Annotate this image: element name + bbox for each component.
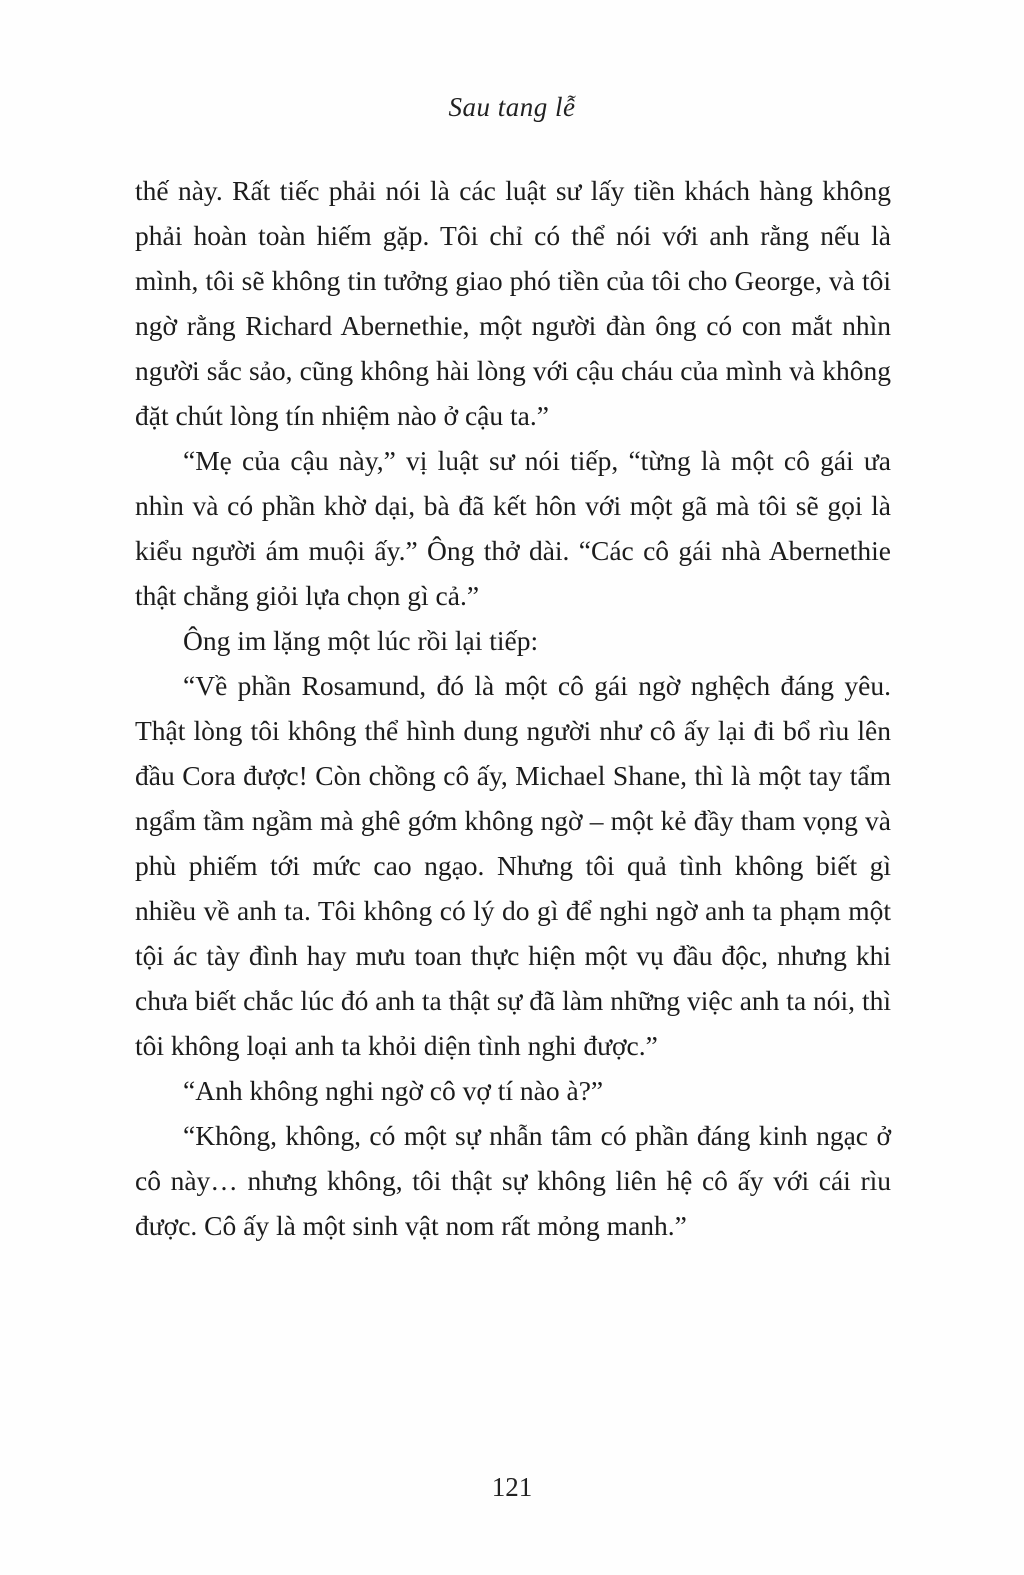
paragraph: “Về phần Rosamund, đó là một cô gái ngờ nghệch đáng yêu. Thật lòng tôi không thể hình dung người như cô ấy lại đi bổ rìu lên đầu Cora được! Còn chồng cô ấy, Michael Shane, thì là một tay tẩm ngẩm tầm ngầm mà ghê gớm không ngờ – một kẻ đầy tham vọng và phù phiếm tới mức cao ngạo. Nhưng tôi quả tình không biết gì nhiều về anh ta. Tôi không có lý do gì để nghi ngờ anh ta phạm một tội ác tày đình hay mưu toan thực hiện một vụ đầu độc, nhưng khi chưa biết chắc lúc đó anh ta thật sự đã làm những việc anh ta nói, thì tôi không loại anh ta khỏi diện tình nghi được.” <box>135 670 891 1061</box>
page-number: 121 <box>491 1472 533 1502</box>
paragraph: “Mẹ của cậu này,” vị luật sư nói tiếp, “từng là một cô gái ưa nhìn và có phần khờ dại, bà đã kết hôn với một gã mà tôi sẽ gọi là kiểu người ám muội ấy.” Ông thở dài. “Các cô gái nhà Abernethie thật chẳng giỏi lựa chọn gì cả.” <box>135 445 891 611</box>
paragraph: Ông im lặng một lúc rồi lại tiếp: <box>183 625 539 656</box>
running-title: Sau tang lễ <box>448 92 576 122</box>
paragraph: thế này. Rất tiếc phải nói là các luật sư lấy tiền khách hàng không phải hoàn toàn hiếm gặp. Tôi chỉ có thể nói với anh rằng nếu là mình, tôi sẽ không tin tưởng giao phó tiền của tôi cho George, và tôi ngờ rằng Richard Abernethie, một người đàn ông có con mắt nhìn người sắc sảo, cũng không hài lòng với cậu cháu của mình và không đặt chút lòng tín nhiệm nào ở cậu ta.” <box>135 175 891 431</box>
body-text <box>135 168 891 1248</box>
paragraph: “Anh không nghi ngờ cô vợ tí nào à?” <box>183 1075 604 1106</box>
paragraph: “Không, không, có một sự nhẫn tâm có phần đáng kinh ngạc ở cô này… nhưng không, tôi thật sự không liên hệ cô ấy với cái rìu được. Cô ấy là một sinh vật nom rất mỏng manh.” <box>135 1120 891 1241</box>
